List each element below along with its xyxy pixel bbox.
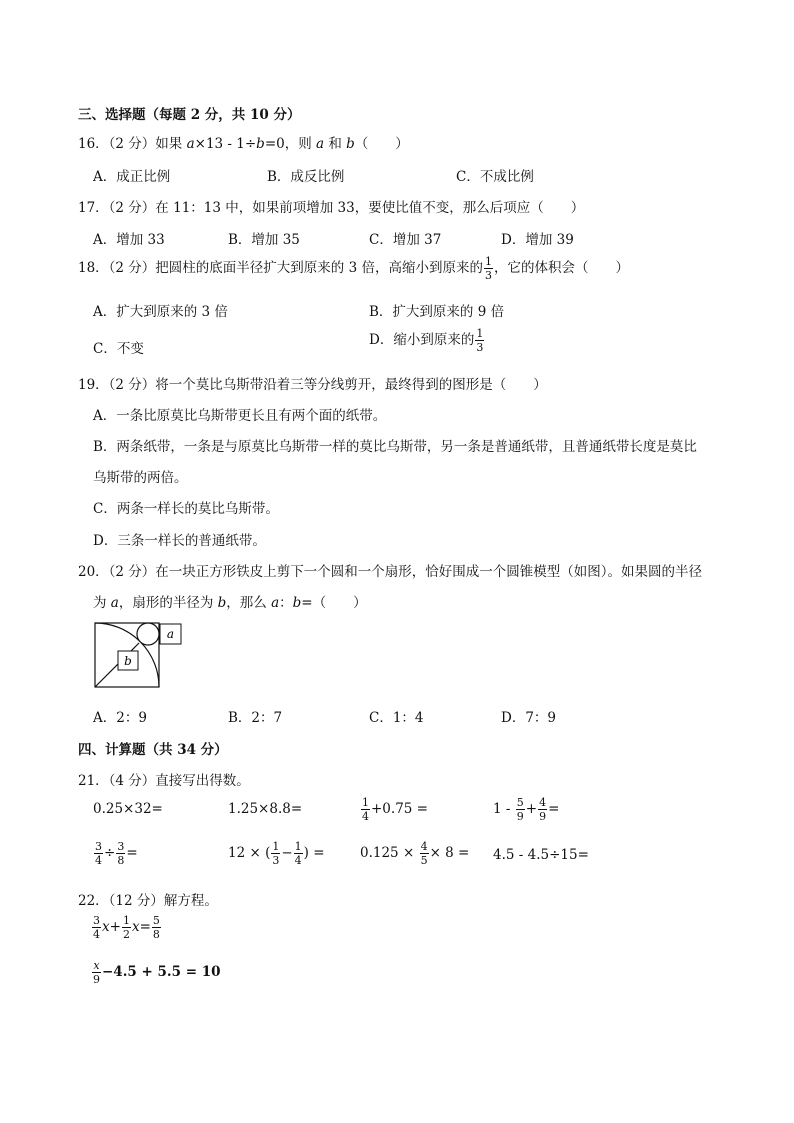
fraction (516, 797, 525, 822)
fraction-denominator: 3 (272, 854, 280, 867)
equals: = (139, 919, 151, 935)
cone-net-figure (93, 620, 188, 690)
q19-option-b-line2: 乌斯带的两倍。 (93, 470, 188, 486)
fraction (294, 841, 303, 866)
question-17-stem: 17．（2 分）在 11：13 中，如果前项增加 33，要使比值不变，那么后项应（ ） (78, 200, 585, 216)
equation-1 (91, 915, 162, 940)
q16-option-b: B．成反比例 (267, 169, 345, 185)
label-b: b (124, 654, 132, 668)
q19-option-c: C．两条一样长的莫比乌斯带。 (93, 501, 279, 517)
fraction-denominator: 2 (122, 928, 130, 941)
q20-option-b: B．2：7 (228, 710, 283, 726)
equation-2-rest: −4.5 + 5.5 = 10 (102, 964, 221, 980)
section-title: 三、选择题（每题 2 分，共 10 分） (78, 107, 301, 123)
question-18-stem (78, 256, 629, 281)
q18-option-c: C．不变 (93, 341, 144, 357)
q20-option-a: A．2：9 (93, 710, 147, 726)
fraction-denominator: 4 (294, 854, 302, 867)
variable-x: x (102, 919, 110, 935)
q19-option-d: D．三条一样长的普通纸带。 (93, 533, 266, 549)
section-title: 四、计算题（共 34 分） (78, 742, 228, 758)
fraction (538, 797, 547, 822)
calc-item-7 (360, 841, 469, 866)
calc-item-2: 1.25×8.8= (228, 801, 303, 817)
variable-x: x (131, 919, 140, 935)
fraction (92, 915, 101, 940)
calc-item-7-post: × 8 = (429, 845, 470, 861)
fraction-denominator: 4 (362, 810, 369, 823)
q18-option-d-text: D．缩小到原来的 (369, 332, 475, 348)
equals: = (548, 801, 560, 817)
fraction-numerator: x (93, 959, 100, 972)
operator: + (525, 801, 538, 817)
fraction-numerator: 1 (362, 796, 369, 809)
q16-option-a: A．成正比例 (93, 169, 171, 185)
question-21-stem: 21．（4 分）直接写出得数。 (78, 773, 250, 789)
small-circle (137, 623, 159, 645)
fraction-denominator: 4 (95, 854, 102, 867)
fraction-numerator: 5 (152, 914, 160, 927)
q18-option-d (369, 328, 485, 353)
calc-item-5 (93, 841, 138, 866)
question-19-stem: 19．（2 分）将一个莫比乌斯带沿着三等分线剪开，最终得到的图形是（ ） (78, 377, 547, 393)
operator: + (109, 919, 121, 935)
q18-stem-text: 18．（2 分）把圆柱的底面半径扩大到原来的 3 倍，高缩小到原来的 (78, 260, 483, 276)
question-16-stem: 16．（2 分）如果 𝑎×13 - 1÷𝑏=0，则 𝑎 和 𝑏（ ） (78, 136, 409, 152)
fraction-denominator: 9 (539, 810, 547, 823)
fraction (152, 915, 161, 940)
calc-item-6-post: ) = (303, 845, 325, 861)
fraction-numerator: 1 (484, 255, 492, 268)
fraction-denominator: 8 (117, 854, 125, 867)
fraction (122, 915, 131, 940)
fraction-denominator: 3 (484, 269, 492, 282)
fraction-numerator: 1 (294, 840, 302, 853)
fraction (92, 960, 101, 985)
fraction (94, 841, 103, 866)
q20-option-c: C．1：4 (369, 710, 424, 726)
q20-option-d: D．7：9 (501, 710, 557, 726)
fraction-numerator: 4 (420, 840, 428, 853)
fraction (475, 328, 484, 353)
q18-stem-end: ，它的体积会（ ） (493, 260, 629, 276)
label-a: a (166, 627, 175, 641)
fraction-numerator: 1 (122, 914, 130, 927)
fraction-numerator: 1 (476, 327, 484, 340)
fraction-numerator: 1 (272, 840, 280, 853)
calc-item-1: 0.25×32= (93, 801, 163, 817)
fraction (271, 841, 280, 866)
fraction (420, 841, 429, 866)
fraction-numerator: 4 (539, 796, 547, 809)
fraction-numerator: 3 (117, 840, 125, 853)
fraction-numerator: 5 (516, 796, 524, 809)
fraction-denominator: 9 (516, 810, 524, 823)
fraction-denominator: 4 (93, 928, 100, 941)
q17-option-a: A．增加 33 (93, 232, 165, 248)
calc-item-7-pre: 0.125 × (360, 845, 415, 861)
q17-option-c: C．增加 37 (369, 232, 442, 248)
equation-2 (91, 960, 221, 985)
calc-item-3-rest: +0.75 = (371, 801, 428, 817)
fraction-denominator: 5 (420, 854, 428, 867)
q19-option-a: A．一条比原莫比乌斯带更长且有两个面的纸带。 (93, 408, 387, 424)
calc-item-6 (228, 841, 325, 866)
question-20-stem-line1: 20．（2 分）在一块正方形铁皮上剪下一个圆和一个扇形，恰好围成一个圆锥模型（如图）。如果圆的半径 (78, 564, 703, 580)
calc-item-4-pre: 1 - (493, 801, 511, 817)
question-20-stem-line2: 为 𝑎，扇形的半径为 𝑏，那么 𝑎：𝑏=（ ） (93, 595, 367, 611)
operator: − (281, 845, 293, 861)
equals: = (126, 845, 138, 861)
calc-item-8: 4.5 - 4.5÷15= (493, 847, 589, 863)
fraction (484, 256, 493, 281)
operator: ÷ (104, 845, 116, 861)
question-22-stem: 22．（12 分）解方程。 (78, 893, 218, 909)
q16-option-c: C．不成比例 (456, 169, 534, 185)
calc-item-4 (493, 797, 559, 822)
fraction (361, 797, 370, 822)
calc-item-6-pre: 12 × ( (228, 845, 271, 861)
calc-item-3 (360, 797, 428, 822)
fraction-numerator: 3 (95, 840, 102, 853)
q17-option-b: B．增加 35 (228, 232, 300, 248)
q19-option-b-line1: B．两条纸带，一条是与原莫比乌斯带一样的莫比乌斯带，另一条是普通纸带，且普通纸带长度是莫比 (93, 439, 697, 455)
fraction-denominator: 3 (476, 341, 484, 354)
q18-option-b: B．扩大到原来的 9 倍 (369, 304, 505, 320)
fraction-denominator: 9 (93, 973, 100, 986)
fraction-numerator: 3 (93, 914, 100, 927)
fraction (116, 841, 125, 866)
q17-option-d: D．增加 39 (501, 232, 574, 248)
fraction-denominator: 8 (152, 928, 160, 941)
q18-option-a: A．扩大到原来的 3 倍 (93, 304, 228, 320)
